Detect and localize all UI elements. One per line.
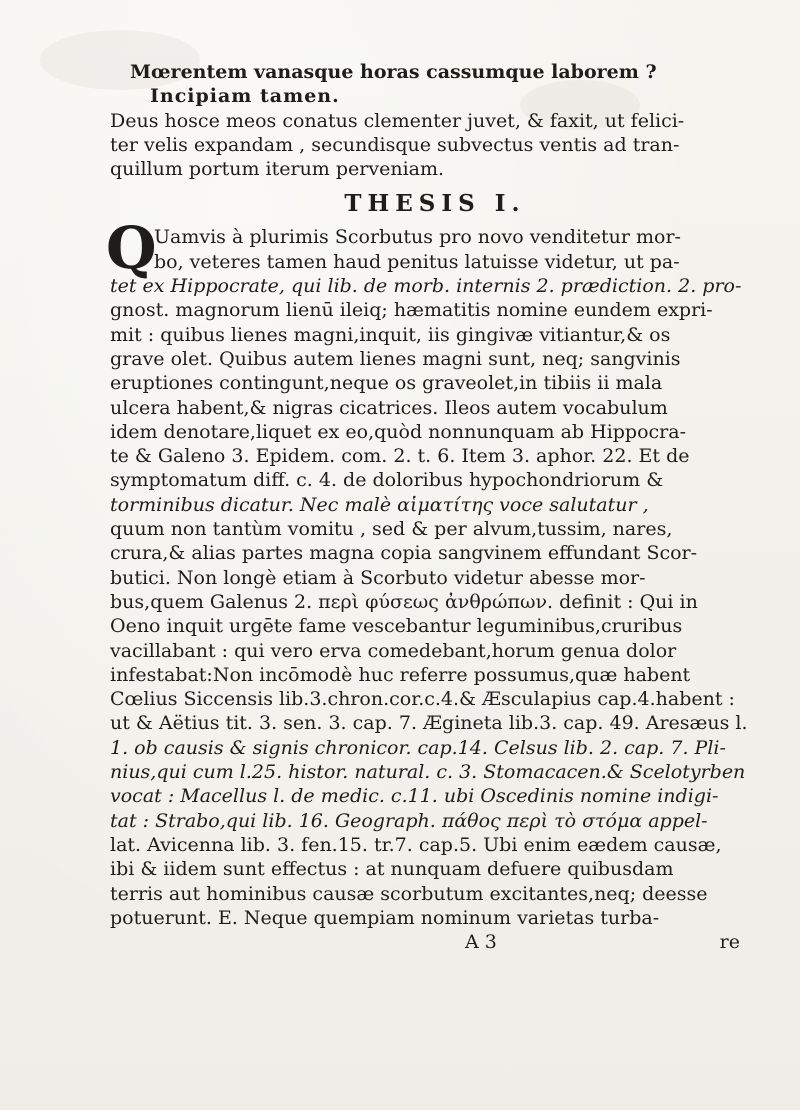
body-line: nius,qui cum l.25. histor. natural. c. 3. Stomacacen.& Scelotyrben bbox=[110, 761, 746, 784]
body-line: bo, veteres tamen haud penitus latuisse videtur, ut pa- bbox=[154, 250, 680, 273]
intro-line-1: Mœrentem vanasque horas cassumque laborem ? bbox=[130, 61, 657, 83]
catchword: re bbox=[719, 931, 740, 954]
body-line: lat. Avicenna lib. 3. fen.15. tr.7. cap.5. Ubi enim eædem causæ, bbox=[110, 833, 722, 856]
body-line: tat : Strabo,qui lib. 16. Geograph. πάθος περὶ τὸ στόμα appel- bbox=[110, 809, 708, 832]
body-line: gnost. magnorum lienū ileiq; hæmatitis nomine eundem expri- bbox=[110, 299, 713, 322]
body-line: terris aut hominibus causæ scorbutum excitantes,neq; deesse bbox=[110, 882, 708, 905]
body-line: Uamvis à plurimis Scorbutus pro novo venditetur mor- bbox=[154, 226, 681, 249]
intro-line-2: Incipiam tamen. bbox=[150, 85, 340, 108]
intro-line-5: quillum portum iterum perveniam. bbox=[110, 158, 445, 181]
body-line: torminibus dicatur. Nec malè αἱματίτης voce salutatur , bbox=[110, 493, 649, 516]
body-line: idem denotare,liquet ex eo,quòd nonnunquam ab Hippocra- bbox=[110, 420, 687, 443]
drop-cap: Q bbox=[106, 214, 157, 283]
body-line: vacillabant : qui vero erva comedebant,horum genua dolor bbox=[110, 639, 677, 662]
body-line: te & Galeno 3. Epidem. com. 2. t. 6. Item 3. aphor. 22. Et de bbox=[110, 445, 690, 468]
signature-mark: A 3 bbox=[465, 931, 497, 954]
thesis-heading: THESIS I. bbox=[344, 190, 526, 218]
body-line: mit : quibus lienes magni,inquit, iis gingivæ vitiantur,& os bbox=[110, 323, 671, 346]
body-line: quum non tantùm vomitu , sed & per alvum,tussim, nares, bbox=[110, 518, 673, 541]
body-line: tet ex Hippocrate, qui lib. de morb. internis 2. prædiction. 2. pro- bbox=[110, 275, 742, 298]
intro-line-3: Deus hosce meos conatus clementer juvet, & faxit, ut felici- bbox=[110, 109, 685, 132]
body-line: crura,& alias partes magna copia sangvinem effundant Scor- bbox=[110, 542, 698, 565]
body-line: eruptiones contingunt,neque os graveolet,in tibiis ii mala bbox=[110, 372, 663, 395]
body-line: symptomatum diff. c. 4. de doloribus hypochondriorum & bbox=[110, 469, 664, 492]
body-line: ulcera habent,& nigras cicatrices. Ileos autem vocabulum bbox=[110, 396, 668, 419]
body-line: infestabat:Non incōmodè huc referre possumus,quæ habent bbox=[110, 663, 691, 686]
body-line: 1. ob causis & signis chronicor. cap.14. Celsus lib. 2. cap. 7. Pli- bbox=[110, 736, 726, 759]
body-line: Oeno inquit urgēte fame vescebantur leguminibus,cruribus bbox=[110, 615, 683, 638]
body-line: bus,quem Galenus 2. περὶ φύσεως ἀνθρώπων. definit : Qui in bbox=[110, 590, 698, 613]
body-line: vocat : Macellus l. de medic. c.11. ubi Oscedinis nomine indigi- bbox=[110, 785, 719, 808]
body-line: butici. Non longè etiam à Scorbuto videtur abesse mor- bbox=[110, 566, 646, 589]
intro-line-4: ter velis expandam , secundisque subvectus ventis ad tran- bbox=[110, 133, 680, 156]
body-line: grave olet. Quibus autem lienes magni sunt, neq; sangvinis bbox=[110, 347, 681, 370]
body-line: ibi & iidem sunt effectus : at nunquam defuere quibusdam bbox=[110, 858, 674, 881]
body-line: potuerunt. E. Neque quempiam nominum varietas turba- bbox=[110, 906, 660, 929]
body-line: Cœlius Siccensis lib.3.chron.cor.c.4.& Æsculapius cap.4.habent : bbox=[110, 688, 735, 711]
body-line: ut & Aëtius tit. 3. sen. 3. cap. 7. Ægineta lib.3. cap. 49. Aresæus l. bbox=[110, 712, 748, 735]
page-footer bbox=[110, 930, 760, 954]
text-block bbox=[106, 60, 760, 954]
thesis-paragraph bbox=[106, 214, 760, 930]
